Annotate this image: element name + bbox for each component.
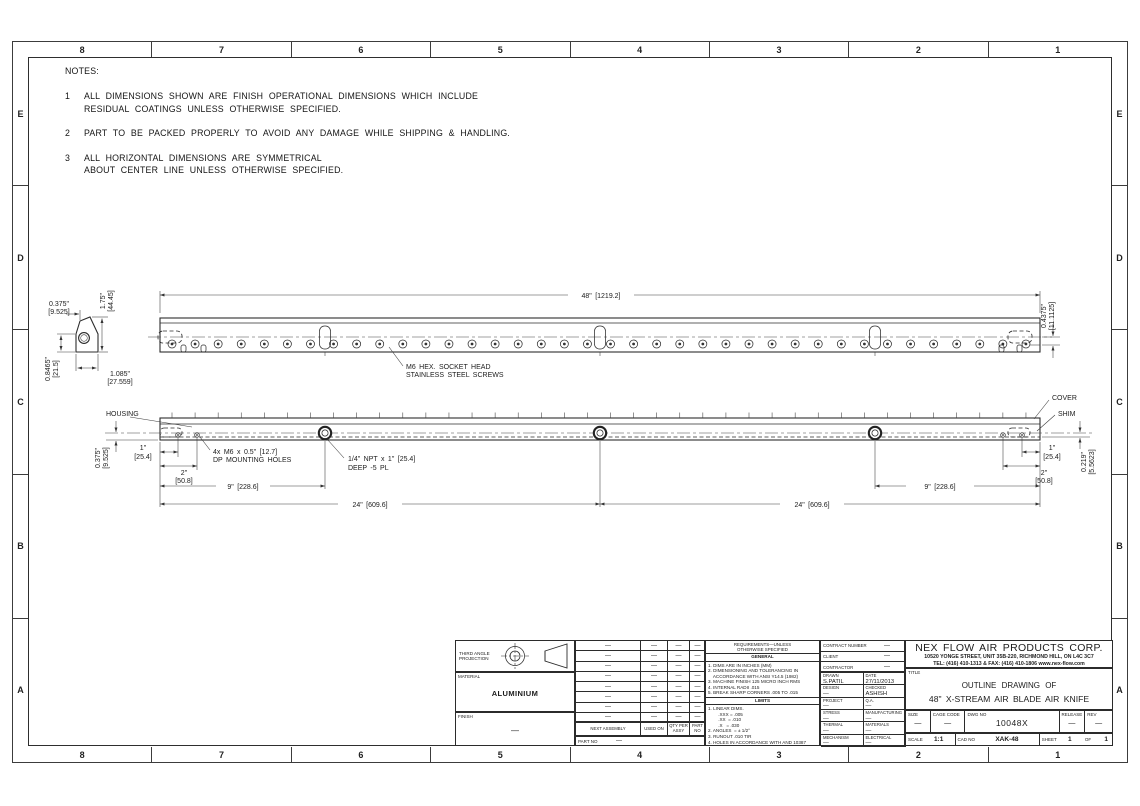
release-cell: RELEASE —	[1060, 711, 1086, 732]
parts-cell: —	[641, 672, 668, 682]
third-angle-projection-icon	[493, 641, 573, 671]
projection-label: THIRD ANGLE PROJECTION	[459, 650, 490, 661]
limits-header: LIMITS	[706, 698, 819, 706]
approval-cell: Q.A. —	[864, 698, 907, 710]
company-address: 10520 YONGE STREET, UNIT 35B-220, RICHMOND HILL, ON L4C 3C7	[924, 654, 1094, 660]
zone-label: 3	[709, 747, 848, 762]
parts-cell: —	[690, 713, 706, 723]
zone-label: E	[1116, 108, 1123, 119]
spec-line: ACCORDANCE WITH ANSI Y14.5 (1982)	[708, 673, 799, 679]
note-number: 2	[65, 128, 71, 138]
parts-cell: —	[668, 703, 690, 713]
parts-cell: —	[641, 662, 668, 672]
parts-cell: —	[641, 692, 668, 702]
parts-cell: —	[641, 703, 668, 713]
parts-cell: —	[576, 703, 641, 713]
zone-label: 8	[79, 749, 85, 760]
zone-label: A	[13, 618, 28, 762]
screw-row	[168, 340, 1030, 348]
spec-line: 4. INTERNAL RADII .015	[708, 684, 760, 690]
dim-profile-width-in: 1.085"	[109, 371, 131, 378]
parts-cell: —	[576, 641, 641, 651]
dim-profile-height-in: 1.75"	[100, 292, 107, 310]
zone-label: E	[17, 108, 24, 119]
profile-view	[45, 290, 133, 386]
title-block	[455, 640, 1113, 746]
notes-heading: NOTES:	[65, 66, 99, 76]
company-tel: TEL: (416) 410-1313 & FAX: (416) 410-1806 www.nex-flow.com	[933, 660, 1085, 667]
parts-cell: —	[690, 672, 706, 682]
zone-label: D	[13, 185, 28, 329]
parts-cell: —	[668, 672, 690, 682]
zone-label: C	[1112, 329, 1127, 473]
parts-cell: —	[668, 641, 690, 651]
spec-line: .X = .030	[708, 722, 740, 728]
dim-profile-height-mm: [44.45]	[108, 290, 115, 312]
parts-cell: —	[668, 651, 690, 661]
dim-1in-left-in: 1"	[139, 445, 147, 452]
notes-block	[65, 66, 510, 189]
general-list	[706, 662, 819, 698]
zone-label: 7	[151, 747, 290, 762]
mount-note-line1: 4x M6 x 0.5" [12.7]	[213, 449, 278, 456]
mount-note-line2: DP MOUNTING HOLES	[213, 457, 292, 464]
zone-label: B	[1112, 474, 1127, 618]
dim-9in-left: 9" [228.6]	[227, 484, 259, 491]
zone-label: 8	[79, 44, 85, 55]
zone-label: 6	[291, 42, 430, 57]
spec-line: 1. DIMS ARE IN INCHES (MM)	[708, 662, 772, 668]
drawing-title-line1: OUTLINE DRAWING OF	[961, 681, 1057, 690]
dim-2in-left-mm: [50.8]	[175, 478, 193, 485]
zone-label: 5	[430, 42, 569, 57]
approvals-grid	[820, 672, 905, 746]
top-view	[148, 291, 1060, 379]
approval-cell: MECHANISM —	[821, 735, 864, 747]
parts-cell: —	[668, 662, 690, 672]
zone-label: B	[13, 474, 28, 618]
note-line: ABOUT CENTER LINE UNLESS OTHERWISE SPECIFIED.	[84, 165, 344, 175]
approval-cell: DESIGN —	[821, 685, 864, 697]
parts-header: USED ON	[641, 723, 668, 735]
parts-cell: —	[576, 713, 641, 723]
material-value: ALUMINIUM	[491, 688, 539, 698]
front-view	[95, 395, 1096, 509]
contract-number-row: CONTRACT NUMBER —	[821, 641, 904, 652]
npt-note-line2: DEEP -5 PL	[348, 465, 389, 472]
note-item	[65, 152, 510, 177]
dim-24in-right: 24" [609.6]	[794, 502, 830, 509]
dim-profile-width-mm: [27.559]	[107, 379, 133, 386]
note-number: 1	[65, 91, 71, 101]
dwg-no-cell: DWG NO 10048X	[965, 711, 1059, 732]
general-header: GENERAL	[706, 654, 819, 662]
zone-label: 2	[848, 42, 987, 57]
parts-header: PART NO	[690, 723, 706, 735]
parts-cell: —	[668, 713, 690, 723]
parts-cell: —	[576, 651, 641, 661]
rev-cell: REV —	[1087, 712, 1103, 727]
parts-cell: —	[690, 692, 706, 702]
finish-value: —	[511, 725, 519, 735]
spec-line: .XXX = .005	[708, 711, 743, 717]
dim-9in-right: 9" [228.6]	[924, 484, 956, 491]
spec-line: 4. HOLES IN ACCORDANCE WITH AND 10387	[708, 739, 807, 745]
scale-cell: SCALE 1:1	[906, 734, 956, 745]
dim-1in-right-mm: [25.4]	[1043, 454, 1061, 461]
title-box	[905, 668, 1113, 710]
zone-label: A	[1112, 618, 1127, 762]
spec-line: 1. LINEAR DIMS.	[708, 706, 744, 712]
part-no-label: PART NO	[578, 738, 598, 744]
screw-note-line2: STAINLESS STEEL SCREWS	[406, 372, 504, 379]
dim-lip-mm: [11.1125]	[1049, 301, 1056, 331]
company-name: NEX FLOW AIR PRODUCTS CORP.	[915, 642, 1103, 654]
zone-label: 5	[430, 747, 569, 762]
note-item	[65, 90, 510, 115]
parts-cell: —	[576, 662, 641, 672]
dim-2in-right-mm: [50.8]	[1035, 478, 1053, 485]
label-shim: SHIM	[1058, 411, 1076, 418]
projection-box	[455, 640, 575, 672]
approval-cell: DRAWN S.PATIL	[821, 673, 864, 685]
parts-cell: —	[576, 692, 641, 702]
part-no-value: —	[616, 738, 622, 744]
note-line: ALL HORIZONTAL DIMENSIONS ARE SYMMETRICAL	[84, 152, 322, 163]
zone-label: 3	[709, 42, 848, 57]
size-cell: SIZE —	[906, 711, 931, 732]
note-number: 3	[65, 152, 71, 163]
zone-label: 4	[570, 747, 709, 762]
title-label: TITLE	[908, 670, 921, 675]
parts-cell: —	[690, 651, 706, 661]
screw-note-line1: M6 HEX. SOCKET HEAD	[406, 364, 491, 371]
parts-cell: —	[690, 703, 706, 713]
npt-note-line1: 1/4" NPT x 1" [25.4]	[348, 456, 416, 463]
zone-label: C	[13, 329, 28, 473]
parts-cell: —	[690, 662, 706, 672]
info-row-1	[905, 710, 1113, 733]
spec-line: 3. RUNOUT .010 TIR	[708, 734, 752, 740]
dim-lip-in: 0.4375"	[1041, 304, 1048, 328]
requirements-box	[705, 640, 820, 746]
spec-line: 3. MACHINE FINISH 125 MICRO INCH RMS	[708, 679, 801, 685]
dim-1in-right-in: 1"	[1048, 445, 1056, 452]
dim-2in-right-in: 2"	[1040, 470, 1048, 477]
drawing-title-line2: 48" X-STREAM AIR BLADE AIR KNIFE	[928, 694, 1090, 704]
note-line: RESIDUAL COATINGS UNLESS OTHERWISE SPECIFIED.	[84, 103, 341, 114]
zone-label: 1	[988, 747, 1127, 762]
note-line: PART TO BE PACKED PROPERLY TO AVOID ANY DAMAGE WHILE SHIPPING & HANDLING.	[84, 128, 511, 138]
material-box	[455, 672, 575, 712]
contractor-row: CONTRACTOR —	[823, 664, 890, 671]
company-box	[905, 640, 1113, 668]
parts-cell: —	[641, 641, 668, 651]
limits-list	[706, 705, 819, 746]
parts-table-footer	[575, 736, 705, 746]
dim-24in-left: 24" [609.6]	[352, 502, 388, 509]
label-cover: COVER	[1052, 395, 1077, 402]
parts-cell: —	[576, 682, 641, 692]
screw-ticks	[172, 413, 1026, 419]
finish-label: FINISH	[458, 714, 473, 719]
parts-cell: —	[641, 713, 668, 723]
dim-shim-mm: [5.5623]	[1089, 449, 1096, 475]
cage-code-cell: CAGE CODE —	[931, 711, 966, 732]
dim-overall-length: 48" [1219.2]	[581, 293, 621, 300]
approval-cell: ELECTRICAL —	[864, 735, 907, 747]
client-row: CLIENT —	[821, 652, 904, 663]
info-row-2	[905, 733, 1113, 746]
cad-no-cell: CAD NO XAK-48	[956, 734, 1040, 745]
parts-header: QTY PER ASSY	[668, 723, 690, 735]
zone-label: 1	[988, 42, 1127, 57]
zone-label: 6	[291, 747, 430, 762]
dim-profile-width-top-mm: [9.525]	[48, 309, 70, 316]
parts-cell: —	[668, 682, 690, 692]
dim-gap-in: 0.375"	[95, 447, 102, 469]
approval-cell: MANUFACTURING —	[864, 710, 907, 722]
material-label: MATERIAL	[458, 674, 481, 679]
zone-label: 4	[570, 42, 709, 57]
requirements-header: REQUIREMENTS—UNLESS OTHERWISE SPECIFIED	[706, 641, 819, 654]
contract-box	[820, 640, 905, 672]
parts-cell: —	[641, 651, 668, 661]
parts-cell: —	[641, 682, 668, 692]
approval-cell: DATE 27/11/2013	[864, 673, 907, 685]
zone-label: 2	[848, 747, 987, 762]
parts-cell: —	[690, 682, 706, 692]
zone-label: D	[1112, 185, 1127, 329]
dim-shim-in: 0.219"	[1081, 451, 1088, 473]
approval-cell: CHECKED ASHISH	[864, 685, 907, 697]
spec-line: 2. ANGLES = ± 1/2°	[708, 728, 751, 734]
zone-label: 7	[151, 42, 290, 57]
spec-line: 5. BREAK SHARP CORNERS .005 TO .015	[708, 690, 798, 696]
approval-cell: PROJECT —	[821, 698, 864, 710]
approval-cell: MATERIALS —	[864, 722, 907, 734]
dim-gap-mm: [9.525]	[103, 447, 110, 469]
finish-box	[455, 712, 575, 746]
parts-cell: —	[690, 641, 706, 651]
dim-profile-height-lower-mm: [21.5]	[53, 360, 60, 378]
dim-profile-width-top-in: 0.375"	[48, 301, 70, 308]
note-item	[65, 127, 510, 140]
label-housing: HOUSING	[106, 411, 139, 418]
sheet-cell: SHEET 1 OF 1	[1041, 736, 1108, 743]
dim-1in-left-mm: [25.4]	[134, 454, 152, 461]
note-line: ALL DIMENSIONS SHOWN ARE FINISH OPERATIONAL DIMENSIONS WHICH INCLUDE	[84, 91, 479, 101]
parts-cell: —	[668, 692, 690, 702]
dim-2in-left-in: 2"	[180, 470, 188, 477]
approval-cell: THERMAL —	[821, 722, 864, 734]
parts-cell: —	[576, 672, 641, 682]
dim-profile-height-lower-in: 0.8465"	[45, 357, 52, 381]
parts-table-headers	[575, 722, 705, 736]
parts-header: NEXT ASSEMBLY	[576, 723, 641, 735]
approval-cell: STRESS —	[821, 710, 864, 722]
spec-line: .XX = .010	[708, 717, 742, 723]
parts-table-rows	[575, 640, 705, 722]
spec-line: 2. DIMENSIONING AND TOLERANCING IN	[708, 668, 799, 674]
